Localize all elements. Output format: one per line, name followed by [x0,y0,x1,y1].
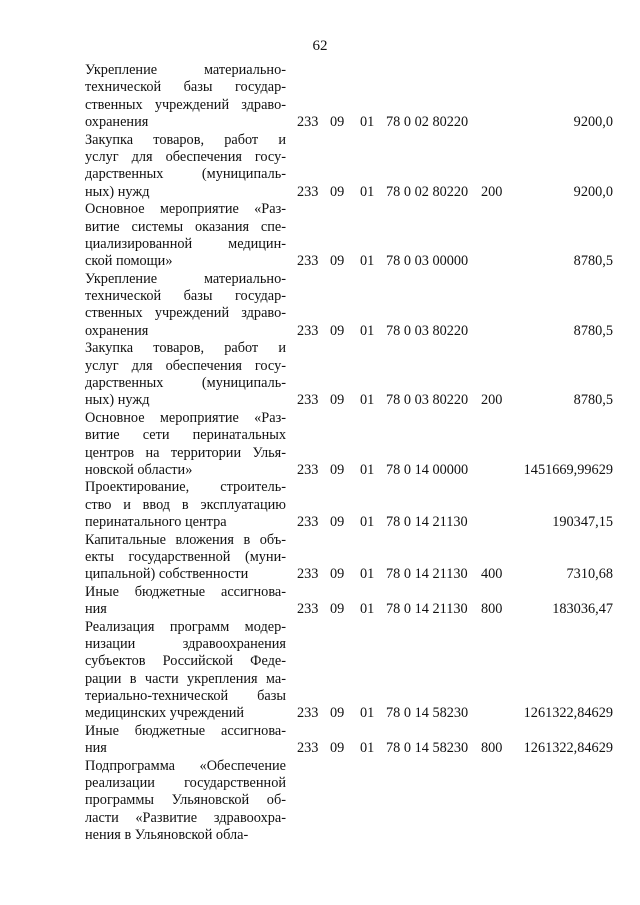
admin-code: 233 [297,322,319,339]
description-line: дарственных (муниципаль- [85,375,286,392]
row-codes [0,323,640,340]
description-line: Основное мероприятие «Раз- [85,409,286,426]
description-line: Подпрограмма «Обеспечение [85,757,286,774]
section-code: 09 [330,514,345,531]
description-line: витие сети перинатальных [85,427,286,444]
description-line: ласти «Развитие здравоохра- [85,809,286,826]
amount: 1261322,84629 [523,705,613,722]
description-line: рации в части укрепления ма- [85,670,286,687]
section-code: 09 [330,322,345,339]
description-line: Иные бюджетные ассигнова- [85,583,286,600]
target-article-code: 78 0 14 21130 [386,601,468,618]
section-code: 09 [330,566,345,583]
row-codes [0,114,640,131]
budget-table [0,62,640,845]
section-code: 09 [330,740,345,757]
description-line: Укрепление материально- [85,270,286,287]
description-line: ство и ввод в эксплуатацию [85,496,286,513]
section-code: 09 [330,183,345,200]
description-line: териально-технической базы [85,688,286,705]
description-line: охранения [85,114,149,131]
table-row [0,584,640,619]
row-codes [0,705,640,722]
target-article-code: 78 0 03 80220 [386,392,469,409]
expense-type-code: 200 [481,392,503,409]
description-line: ных) нужд [85,183,150,200]
description-line: ственных учреждений здраво- [85,305,286,322]
subsection-code: 01 [360,392,375,409]
target-article-code: 78 0 14 00000 [386,461,469,478]
admin-code: 233 [297,601,319,618]
admin-code: 233 [297,114,319,131]
expense-type-code: 800 [481,740,503,757]
description-line: Укрепление материально- [85,62,286,78]
description-line: Проектирование, строитель- [85,479,286,496]
target-article-code: 78 0 14 21130 [386,514,468,531]
description-line: Основное мероприятие «Раз- [85,201,286,218]
amount: 9200,0 [573,114,613,131]
table-row [0,619,640,723]
subsection-code: 01 [360,253,375,270]
row-codes [0,462,640,479]
admin-code: 233 [297,392,319,409]
row-codes [0,253,640,270]
amount: 9200,0 [573,183,613,200]
section-code: 09 [330,392,345,409]
description-line: медицинских учреждений [85,705,245,722]
description-line: Иные бюджетные ассигнова- [85,722,286,739]
target-article-code: 78 0 14 58230 [386,740,469,757]
table-row [0,410,640,480]
admin-code: 233 [297,253,319,270]
expense-type-code: 200 [481,183,503,200]
target-article-code: 78 0 14 58230 [386,705,469,722]
description-line: витие системы оказания спе- [85,218,286,235]
amount: 1261322,84629 [523,740,613,757]
description-line: ственных учреждений здраво- [85,96,286,113]
section-code: 09 [330,601,345,618]
row-codes [0,740,640,757]
description-line: ния [85,601,107,618]
row-codes [0,566,640,583]
table-row [0,479,640,531]
table-row [0,723,640,758]
description-line: низации здравоохранения [85,635,286,652]
description-line: охранения [85,322,149,339]
subsection-code: 01 [360,322,375,339]
amount: 8780,5 [573,253,613,270]
description-line: субъектов Российской Феде- [85,653,286,670]
description-line: перинатального центра [85,514,227,531]
table-row [0,758,640,845]
description-line: реализации государственной [85,775,286,792]
table-row [0,201,640,271]
subsection-code: 01 [360,740,375,757]
subsection-code: 01 [360,705,375,722]
row-codes [0,601,640,618]
table-row [0,132,640,202]
description-line: Закупка товаров, работ и [85,131,286,148]
description-line: услуг для обеспечения госу- [85,357,286,374]
subsection-code: 01 [360,183,375,200]
row-codes [0,514,640,531]
admin-code: 233 [297,183,319,200]
table-row [0,532,640,584]
amount: 183036,47 [552,601,613,618]
admin-code: 233 [297,566,319,583]
amount: 8780,5 [573,322,613,339]
description-line: программы Ульяновской об- [85,792,286,809]
description-line: дарственных (муниципаль- [85,166,286,183]
section-code: 09 [330,705,345,722]
section-code: 09 [330,114,345,131]
subsection-code: 01 [360,461,375,478]
description-line: ных) нужд [85,392,150,409]
page-number: 62 [312,38,328,54]
description-line: нения в Ульяновской обла- [85,827,249,844]
admin-code: 233 [297,514,319,531]
description-line: ния [85,740,107,757]
row-codes [0,392,640,409]
target-article-code: 78 0 02 80220 [386,114,469,131]
description-line: Реализация программ модер- [85,618,286,635]
subsection-code: 01 [360,514,375,531]
description-line: циализированной медицин- [85,235,286,252]
admin-code: 233 [297,740,319,757]
row-codes [0,827,640,844]
description-line: ской помощи» [85,253,173,270]
description-line: технической базы государ- [85,79,286,96]
description-line: услуг для обеспечения госу- [85,148,286,165]
amount: 7310,68 [566,566,613,583]
subsection-code: 01 [360,114,375,131]
description-line: новской области» [85,461,193,478]
description-line: екты государственной (муни- [85,548,286,565]
amount: 190347,15 [552,514,613,531]
admin-code: 233 [297,705,319,722]
description-line: Капитальные вложения в объ- [85,531,286,548]
description-line: технической базы государ- [85,288,286,305]
subsection-code: 01 [360,566,375,583]
amount: 1451669,99629 [523,461,613,478]
expense-type-code: 800 [481,601,503,618]
admin-code: 233 [297,461,319,478]
section-code: 09 [330,253,345,270]
table-row [0,271,640,341]
table-row [0,340,640,410]
amount: 8780,5 [573,392,613,409]
section-code: 09 [330,461,345,478]
expense-type-code: 400 [481,566,503,583]
row-codes [0,184,640,201]
description-line: ципальной) собственности [85,566,249,583]
target-article-code: 78 0 03 80220 [386,322,469,339]
target-article-code: 78 0 03 00000 [386,253,469,270]
description-line: Закупка товаров, работ и [85,340,286,357]
table-row [0,62,640,132]
target-article-code: 78 0 02 80220 [386,183,469,200]
subsection-code: 01 [360,601,375,618]
target-article-code: 78 0 14 21130 [386,566,468,583]
description-line: центров на территории Улья- [85,444,286,461]
